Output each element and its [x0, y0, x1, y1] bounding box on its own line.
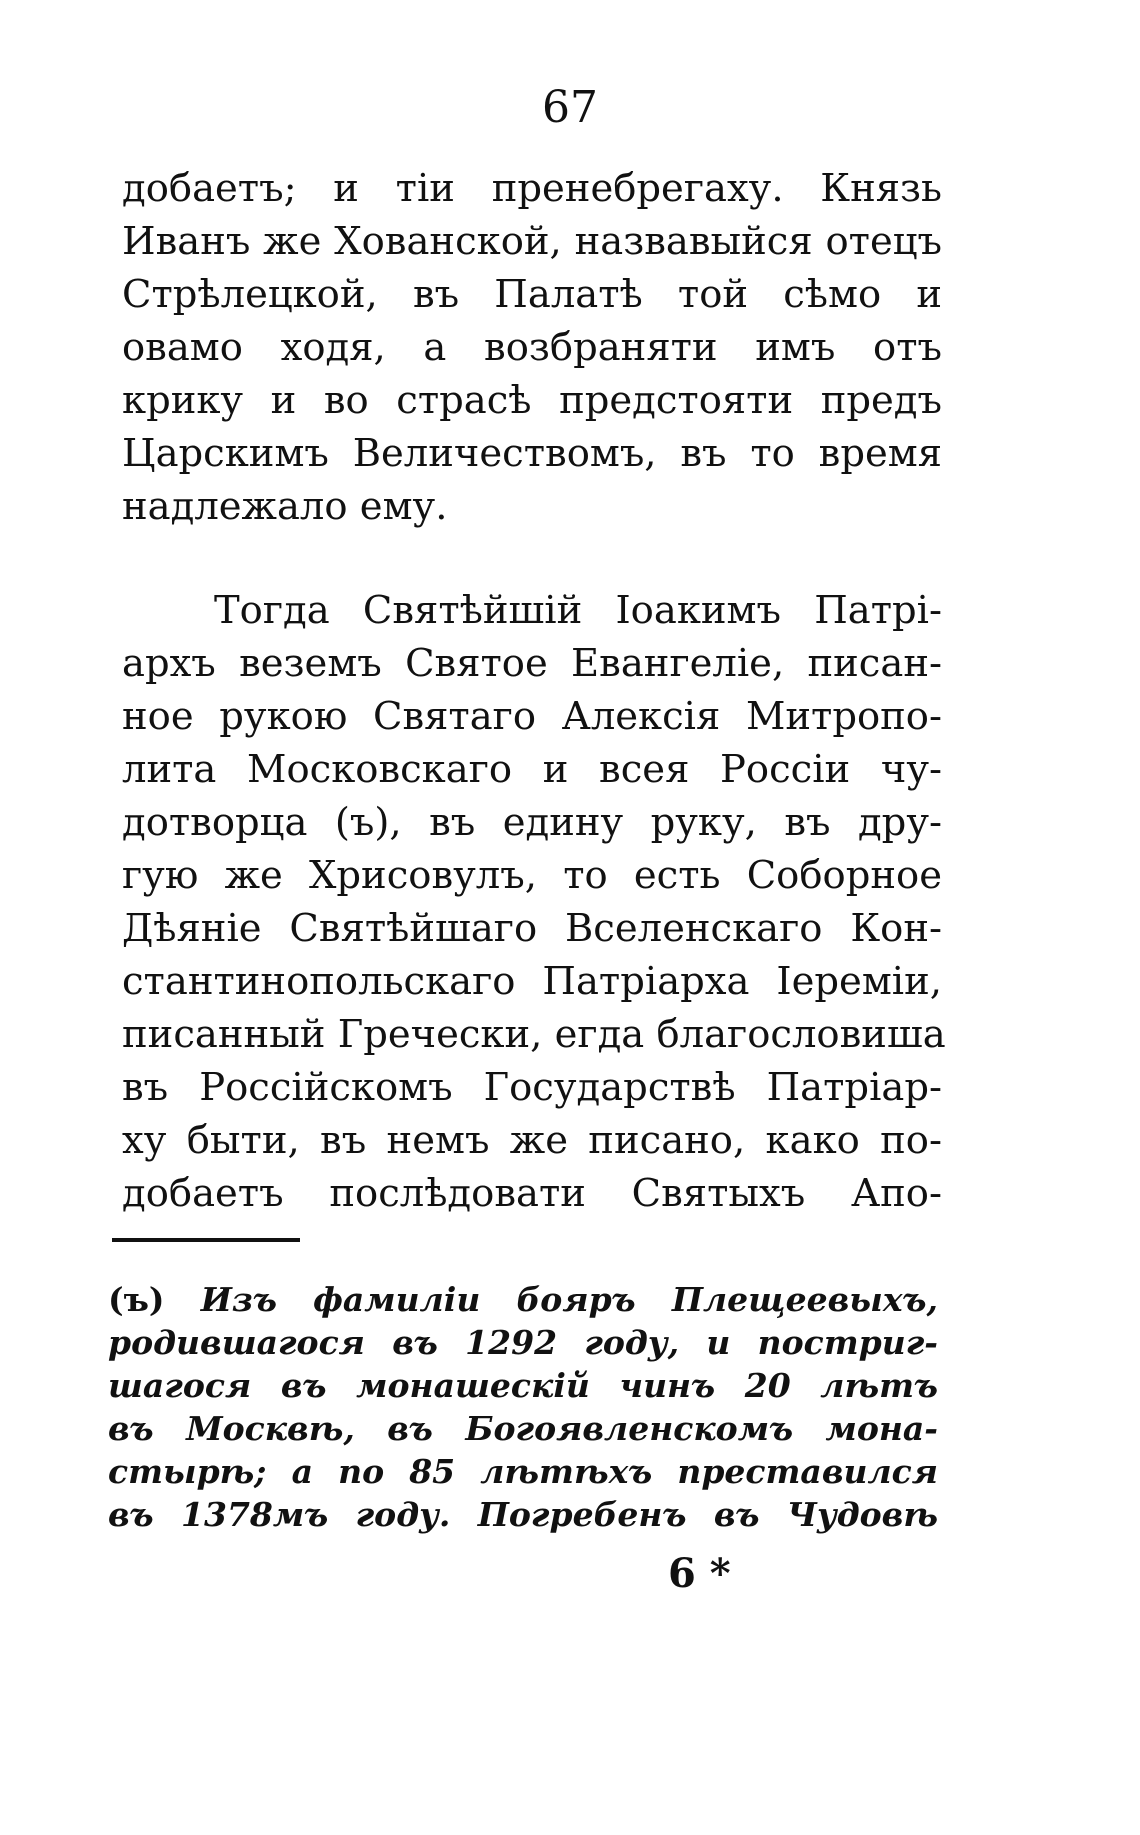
footnote-line: родившагося въ 1292 году, и постриг-	[108, 1323, 938, 1362]
text-line: Царскимъ Величествомъ, въ то время	[122, 431, 942, 476]
footnote-text: Изъ фамиліи бояръ Плещеевыхъ,	[200, 1280, 938, 1319]
footnote-line: въ Москвѣ, въ Богоявленскомъ мона-	[108, 1409, 938, 1448]
text-line: гую же Хрисовулъ, то есть Соборное	[122, 853, 942, 898]
text-line: добаетъ послѣдовати Святыхъ Апо-	[122, 1171, 942, 1216]
text-line: писанный Гречески, егда благословиша	[122, 1012, 946, 1057]
footnote-line	[108, 1278, 938, 1321]
text-line: ху быти, въ немъ же писано, како по-	[122, 1118, 942, 1163]
text-line: добаетъ; и тіи пренебрегаху. Князь	[122, 166, 942, 211]
footnote-line: въ 1378мъ году. Погребенъ въ Чудовѣ	[108, 1495, 938, 1534]
footnote-line: шагося въ монашескій чинъ 20 лѣтъ	[108, 1366, 938, 1405]
text-line: надлежало ему.	[122, 484, 448, 529]
text-line: Дѣяніе Святѣйшаго Вселенскаго Кон-	[122, 906, 942, 951]
footnote-line: стырѣ; а по 85 лѣтѣхъ преставился	[108, 1452, 938, 1491]
text-line: крику и во страсѣ предстояти предъ	[122, 378, 942, 423]
paragraph-1	[122, 162, 942, 533]
text-line: Стрѣлецкой, въ Палатѣ той сѣмо и	[122, 272, 942, 317]
footnote	[108, 1278, 938, 1536]
text-line: въ Россійскомъ Государствѣ Патріар-	[122, 1065, 942, 1110]
text-line: овамо ходя, а возбраняти имъ отъ	[122, 325, 942, 370]
text-line: стантинопольскаго Патріарха Іереміи,	[122, 959, 942, 1004]
text-line: Тогда Святѣйшій Іоакимъ Патрі-	[214, 588, 942, 633]
text-line: лита Московскаго и всея Россіи чу-	[122, 747, 942, 792]
text-line: ное рукою Святаго Алексія Митропо-	[122, 694, 942, 739]
text-line: дотворца (ъ), въ едину руку, въ дру-	[122, 800, 942, 845]
page-number: 67	[542, 82, 598, 133]
signature-mark: 6 *	[668, 1550, 731, 1597]
footnote-marker: (ъ)	[108, 1280, 165, 1319]
paragraph-2	[122, 584, 946, 1220]
text-line: Иванъ же Хованской, назвавыйся отецъ	[122, 219, 942, 264]
text-line: архъ веземъ Святое Евангеліе, писан-	[122, 641, 942, 686]
footnote-divider	[112, 1238, 300, 1242]
